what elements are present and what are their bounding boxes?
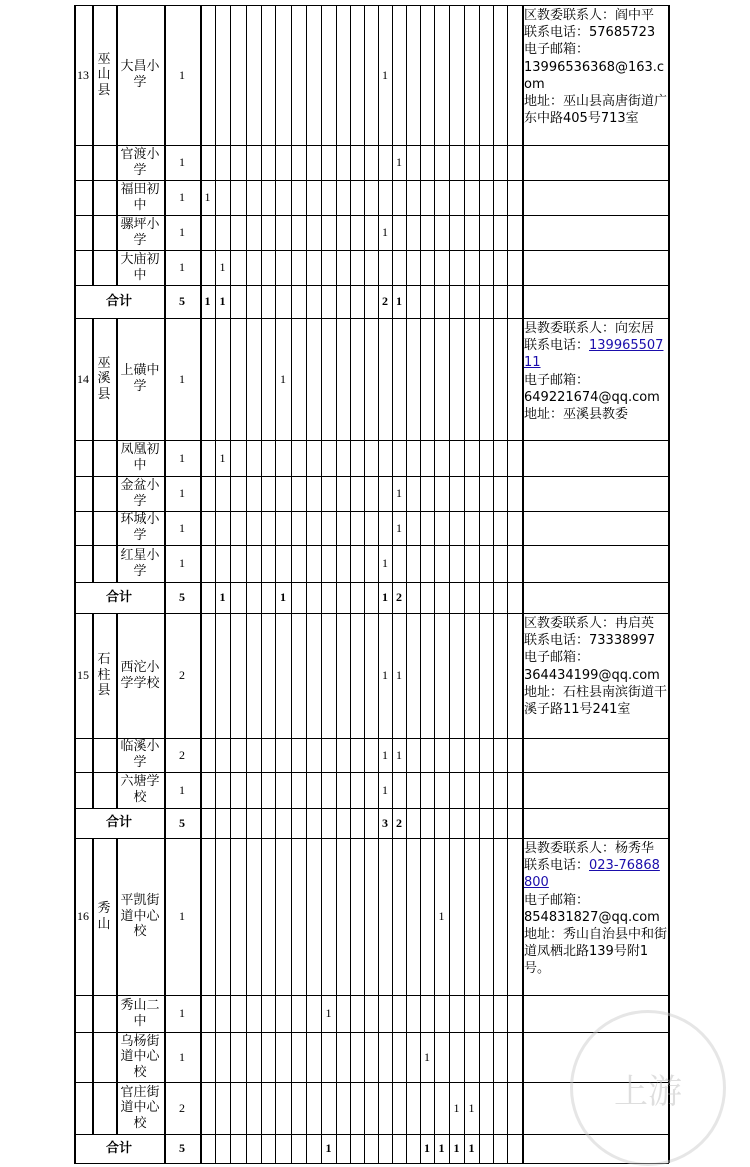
column-rule bbox=[306, 5, 307, 1163]
school-name: 凤凰初中 bbox=[120, 442, 160, 473]
subtotal-subject-count: 1 bbox=[280, 590, 286, 605]
vacancy-count: 1 bbox=[179, 556, 185, 571]
contact-info bbox=[524, 7, 668, 127]
subject-count: 1 bbox=[382, 67, 388, 82]
vacancy-count: 1 bbox=[179, 520, 185, 535]
school-name: 官渡小学 bbox=[120, 146, 160, 178]
contact-phone bbox=[524, 632, 668, 649]
column-rule bbox=[261, 5, 262, 1163]
subtotal-subject-count: 3 bbox=[382, 815, 388, 830]
row-number: 15 bbox=[77, 668, 89, 683]
county-name: 巫溪县 bbox=[97, 355, 111, 402]
subject-count: 1 bbox=[219, 260, 226, 275]
office-address: 地址：石柱县南滨街道干溪子路11号241室 bbox=[524, 684, 668, 718]
email-address: 364434199@qq.com bbox=[524, 667, 660, 683]
subtotal-subject-count: 1 bbox=[396, 294, 402, 309]
subtotal-subject-count: 1 bbox=[325, 1141, 332, 1156]
subtotal-label: 合计 bbox=[105, 815, 132, 831]
email-label: 电子邮箱： bbox=[524, 42, 590, 58]
contact-person: 区教委联系人：冉启英 bbox=[524, 616, 655, 631]
subject-count: 1 bbox=[382, 782, 388, 797]
column-rule bbox=[230, 5, 231, 1163]
office-address: 地址：巫溪县教委 bbox=[524, 407, 629, 423]
subject-count: 1 bbox=[424, 1049, 430, 1064]
subject-count: 1 bbox=[396, 486, 402, 501]
row-number: 14 bbox=[77, 371, 89, 386]
subtotal-count: 5 bbox=[179, 815, 185, 830]
vacancy-count: 1 bbox=[179, 67, 185, 82]
email-label: 电子邮箱： bbox=[524, 892, 590, 908]
column-rule bbox=[668, 5, 670, 1163]
school-name: 大庙初中 bbox=[120, 251, 160, 283]
row-number: 16 bbox=[77, 909, 89, 924]
school-name: 六塘学校 bbox=[120, 774, 160, 805]
county-name: 石柱县 bbox=[97, 652, 111, 699]
column-rule bbox=[246, 5, 247, 1163]
school-name: 秀山二中 bbox=[120, 997, 160, 1029]
vacancy-count: 2 bbox=[179, 1100, 185, 1115]
vacancy-count: 1 bbox=[179, 486, 185, 501]
vacancy-count: 1 bbox=[179, 909, 185, 924]
subject-count: 1 bbox=[382, 556, 388, 571]
subject-count: 1 bbox=[396, 747, 402, 762]
subtotal-subject-count: 1 bbox=[219, 590, 226, 605]
office-address: 地址：秀山自治县中和街道凤栖北路139号附1号。 bbox=[524, 927, 668, 977]
contact-phone bbox=[524, 857, 668, 891]
subtotal-subject-count: 1 bbox=[468, 1141, 475, 1156]
column-rule bbox=[493, 5, 494, 1163]
county-name: 秀山 bbox=[97, 900, 111, 932]
subject-count: 1 bbox=[382, 225, 388, 240]
subject-count: 1 bbox=[280, 371, 286, 386]
office-address: 地址：巫山县高唐街道广东中路405号713室 bbox=[524, 94, 668, 127]
school-name: 官庄街道中心校 bbox=[120, 1084, 160, 1131]
subject-count: 1 bbox=[382, 668, 388, 683]
column-rule bbox=[507, 5, 508, 1163]
school-name: 平凯街道中心校 bbox=[120, 893, 160, 940]
column-rule bbox=[420, 5, 421, 1163]
vacancy-count: 2 bbox=[179, 747, 185, 762]
contact-info bbox=[524, 840, 668, 978]
contact-info bbox=[524, 615, 668, 718]
vacancy-count: 1 bbox=[179, 1049, 185, 1064]
subtotal-subject-count: 2 bbox=[396, 590, 402, 605]
school-name: 乌杨街道中心校 bbox=[120, 1033, 160, 1080]
column-rule bbox=[449, 5, 450, 1163]
vacancy-count: 1 bbox=[179, 782, 185, 797]
subtotal-subject-count: 1 bbox=[424, 1141, 430, 1156]
school-name: 西沱小学学校 bbox=[120, 659, 160, 691]
column-rule bbox=[479, 5, 480, 1163]
subtotal-label: 合计 bbox=[105, 589, 132, 605]
subtotal-label: 合计 bbox=[105, 293, 132, 309]
subject-count: 1 bbox=[396, 520, 402, 535]
subtotal-subject-count: 1 bbox=[204, 294, 211, 309]
vacancy-count: 1 bbox=[179, 450, 185, 465]
column-rule bbox=[321, 5, 322, 1163]
row-rule bbox=[74, 1163, 669, 1164]
subtotal-subject-count: 1 bbox=[438, 1141, 445, 1156]
column-rule bbox=[522, 5, 524, 1163]
vacancy-count: 1 bbox=[179, 190, 185, 205]
subtotal-subject-count: 1 bbox=[219, 294, 226, 309]
phone-link[interactable]: 023-76868800 bbox=[524, 858, 660, 891]
phone-link[interactable]: 13996550711 bbox=[524, 338, 664, 371]
column-rule bbox=[336, 5, 337, 1163]
row-number: 13 bbox=[77, 67, 89, 82]
subtotal-subject-count: 1 bbox=[453, 1141, 460, 1156]
county-name: 巫山县 bbox=[97, 51, 111, 98]
subject-count: 1 bbox=[438, 909, 445, 924]
column-rule bbox=[200, 5, 202, 1163]
school-name: 骡坪小学 bbox=[120, 216, 160, 248]
contact-phone bbox=[524, 24, 668, 41]
subject-count: 1 bbox=[468, 1100, 475, 1115]
watermark-logo: 上游 bbox=[570, 1010, 726, 1166]
phone-label: 联系电话： bbox=[524, 633, 590, 649]
vacancy-count: 1 bbox=[179, 155, 185, 170]
school-name: 大昌小学 bbox=[120, 59, 160, 90]
subject-count: 1 bbox=[382, 747, 388, 762]
subtotal-subject-count: 1 bbox=[382, 590, 388, 605]
contact-person: 县教委联系人：杨秀华 bbox=[524, 841, 655, 856]
subtotal-label: 合计 bbox=[105, 1140, 132, 1156]
vacancy-count: 1 bbox=[179, 371, 185, 386]
subtotal-subject-count: 2 bbox=[396, 815, 402, 830]
subject-count: 1 bbox=[396, 668, 402, 683]
school-name: 金盆小学 bbox=[120, 477, 160, 509]
column-rule bbox=[464, 5, 465, 1163]
subtotal-count: 5 bbox=[179, 1141, 185, 1156]
email-address: 649221674@qq.com bbox=[524, 389, 660, 405]
subject-count: 1 bbox=[219, 450, 226, 465]
contact-person: 区教委联系人：阎中平 bbox=[524, 8, 655, 23]
phone-number: 73338997 bbox=[589, 633, 656, 649]
contact-phone bbox=[524, 337, 668, 371]
school-name: 福田初中 bbox=[120, 181, 160, 213]
subtotal-subject-count: 2 bbox=[382, 294, 388, 309]
subtotal-count: 5 bbox=[179, 590, 185, 605]
phone-label: 联系电话： bbox=[524, 25, 590, 41]
column-rule bbox=[406, 5, 407, 1163]
vacancy-count: 2 bbox=[179, 668, 185, 683]
vacancy-count: 1 bbox=[179, 225, 185, 240]
phone-label: 联系电话： bbox=[524, 338, 590, 354]
email-address: 13996536368@163.com bbox=[524, 59, 665, 92]
phone-number: 57685723 bbox=[589, 25, 656, 41]
vacancy-count: 1 bbox=[179, 1006, 185, 1021]
column-rule bbox=[350, 5, 351, 1163]
column-rule bbox=[364, 5, 365, 1163]
subject-count: 1 bbox=[204, 190, 211, 205]
subject-count: 1 bbox=[325, 1006, 332, 1021]
subject-count: 1 bbox=[396, 155, 402, 170]
email-label: 电子邮箱： bbox=[524, 650, 590, 666]
vacancy-count: 1 bbox=[179, 260, 185, 275]
school-name: 红星小学 bbox=[120, 547, 160, 579]
subtotal-count: 5 bbox=[179, 294, 185, 309]
school-name: 环城小学 bbox=[120, 512, 160, 543]
email-address: 854831827@qq.com bbox=[524, 909, 660, 925]
contact-person: 县教委联系人：向宏居 bbox=[524, 321, 655, 336]
contact-info bbox=[524, 320, 668, 423]
school-name: 上磺中学 bbox=[120, 363, 160, 394]
column-rule bbox=[291, 5, 292, 1163]
email-label: 电子邮箱： bbox=[524, 372, 590, 388]
subject-count: 1 bbox=[453, 1100, 460, 1115]
school-name: 临溪小学 bbox=[120, 739, 160, 770]
phone-label: 联系电话： bbox=[524, 858, 590, 874]
